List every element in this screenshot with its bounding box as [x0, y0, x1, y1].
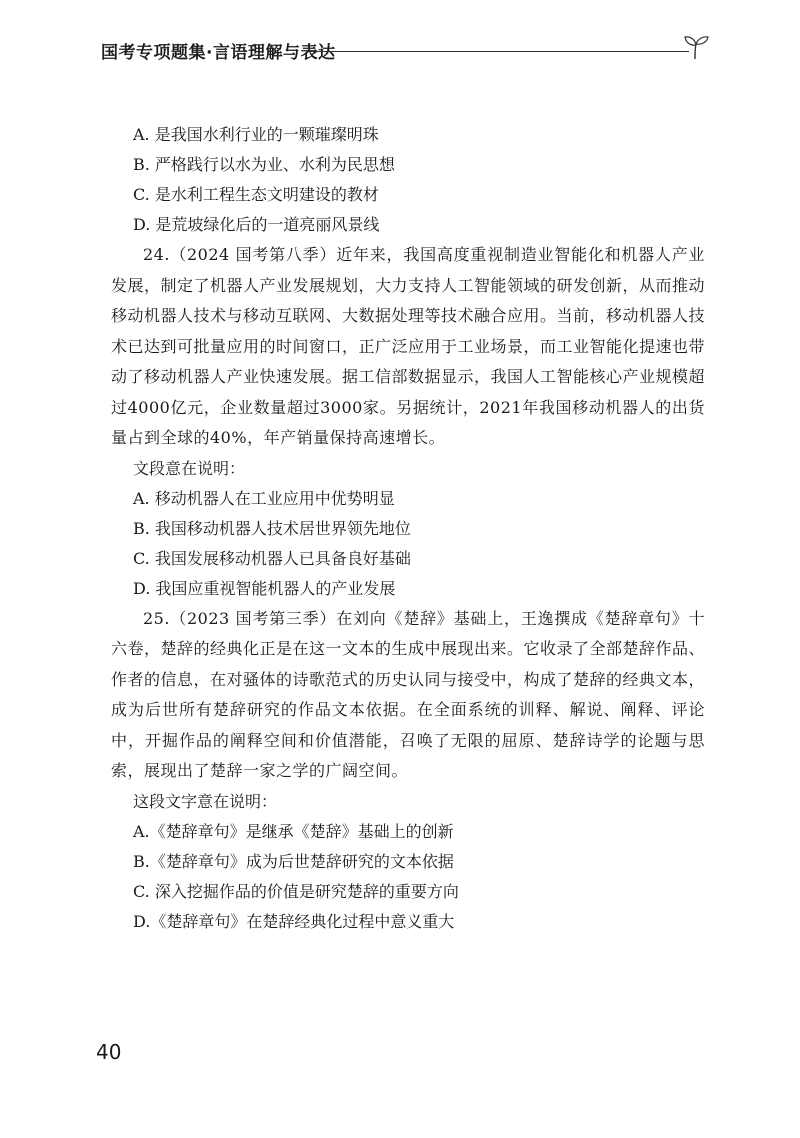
q25-passage: 25.（2023 国考第三季）在刘向《楚辞》基础上，王逸撰成《楚辞章句》十六卷，楚辞的经典化正是在这一文本的生成中展现出来。它收录了全部楚辞作品、作者的信息，在对骚体的诗歌范式的历史认同与接受中，构成了楚辞的经典文本，成为后世所有楚辞研究的作品文本依据。在全面系统的训释、解说、阐释、评论中，开掘作品的阐释空间和价值潜能，召唤了无限的屈原、楚辞诗学的论题与思索，展现出了楚辞一家之学的广阔空间。 [111, 608, 706, 780]
running-header [101, 30, 701, 66]
header-rule [309, 51, 689, 52]
header-title: 国考专项题集·言语理解与表达 [101, 43, 336, 63]
q24-option-d: D. 我国应重视智能机器人的产业发展 [133, 578, 396, 598]
q25-option-c: C. 深入挖掘作品的价值是研究楚辞的重要方向 [133, 881, 459, 901]
q24-option-a: A. 移动机器人在工业应用中优势明显 [133, 488, 395, 508]
q25-option-d: D.《楚辞章句》在楚辞经典化过程中意义重大 [133, 911, 455, 931]
q23-option-b: B. 严格践行以水为业、水利为民思想 [133, 155, 395, 174]
q24-passage: 24.（2024 国考第八季）近年来，我国高度重视制造业智能化和机器人产业发展，制定了机器人产业发展规划，大力支持人工智能领域的研发创新，从而推动移动机器人技术与移动互联网、大数据处理等技术融合应用。当前，移动机器人技术已达到可批量应用的时间窗口，正广泛应用于工业场景，而工业智能化提速也带动了移动机器人产业快速发展。据工信部数据显示，我国人工智能核心产业规模超过4000亿元，企业数量超过3000家。另据统计，2021年我国移动机器人的出货量占到全球的40%，年产销量保持高速增长。 [111, 245, 706, 447]
q25-option-b: B.《楚辞章句》成为后世楚辞研究的文本依据 [133, 851, 454, 871]
q23-option-a: A. 是我国水利行业的一颗璀璨明珠 [133, 125, 379, 144]
page-content [111, 120, 705, 937]
page-number: 40 [96, 1040, 122, 1064]
q24-option-b: B. 我国移动机器人技术居世界领先地位 [133, 518, 411, 538]
q24-stem: 文段意在说明： [133, 458, 246, 478]
q23-option-d: D. 是荒坡绿化后的一道亮丽风景线 [133, 215, 380, 234]
q25-stem: 这段文字意在说明： [133, 791, 278, 811]
q25-option-a: A.《楚辞章句》是继承《楚辞》基础上的创新 [133, 821, 454, 841]
q23-option-c: C. 是水利工程生态文明建设的教材 [133, 185, 379, 204]
sprout-icon [681, 32, 711, 60]
q24-option-c: C. 我国发展移动机器人已具备良好基础 [133, 548, 411, 568]
